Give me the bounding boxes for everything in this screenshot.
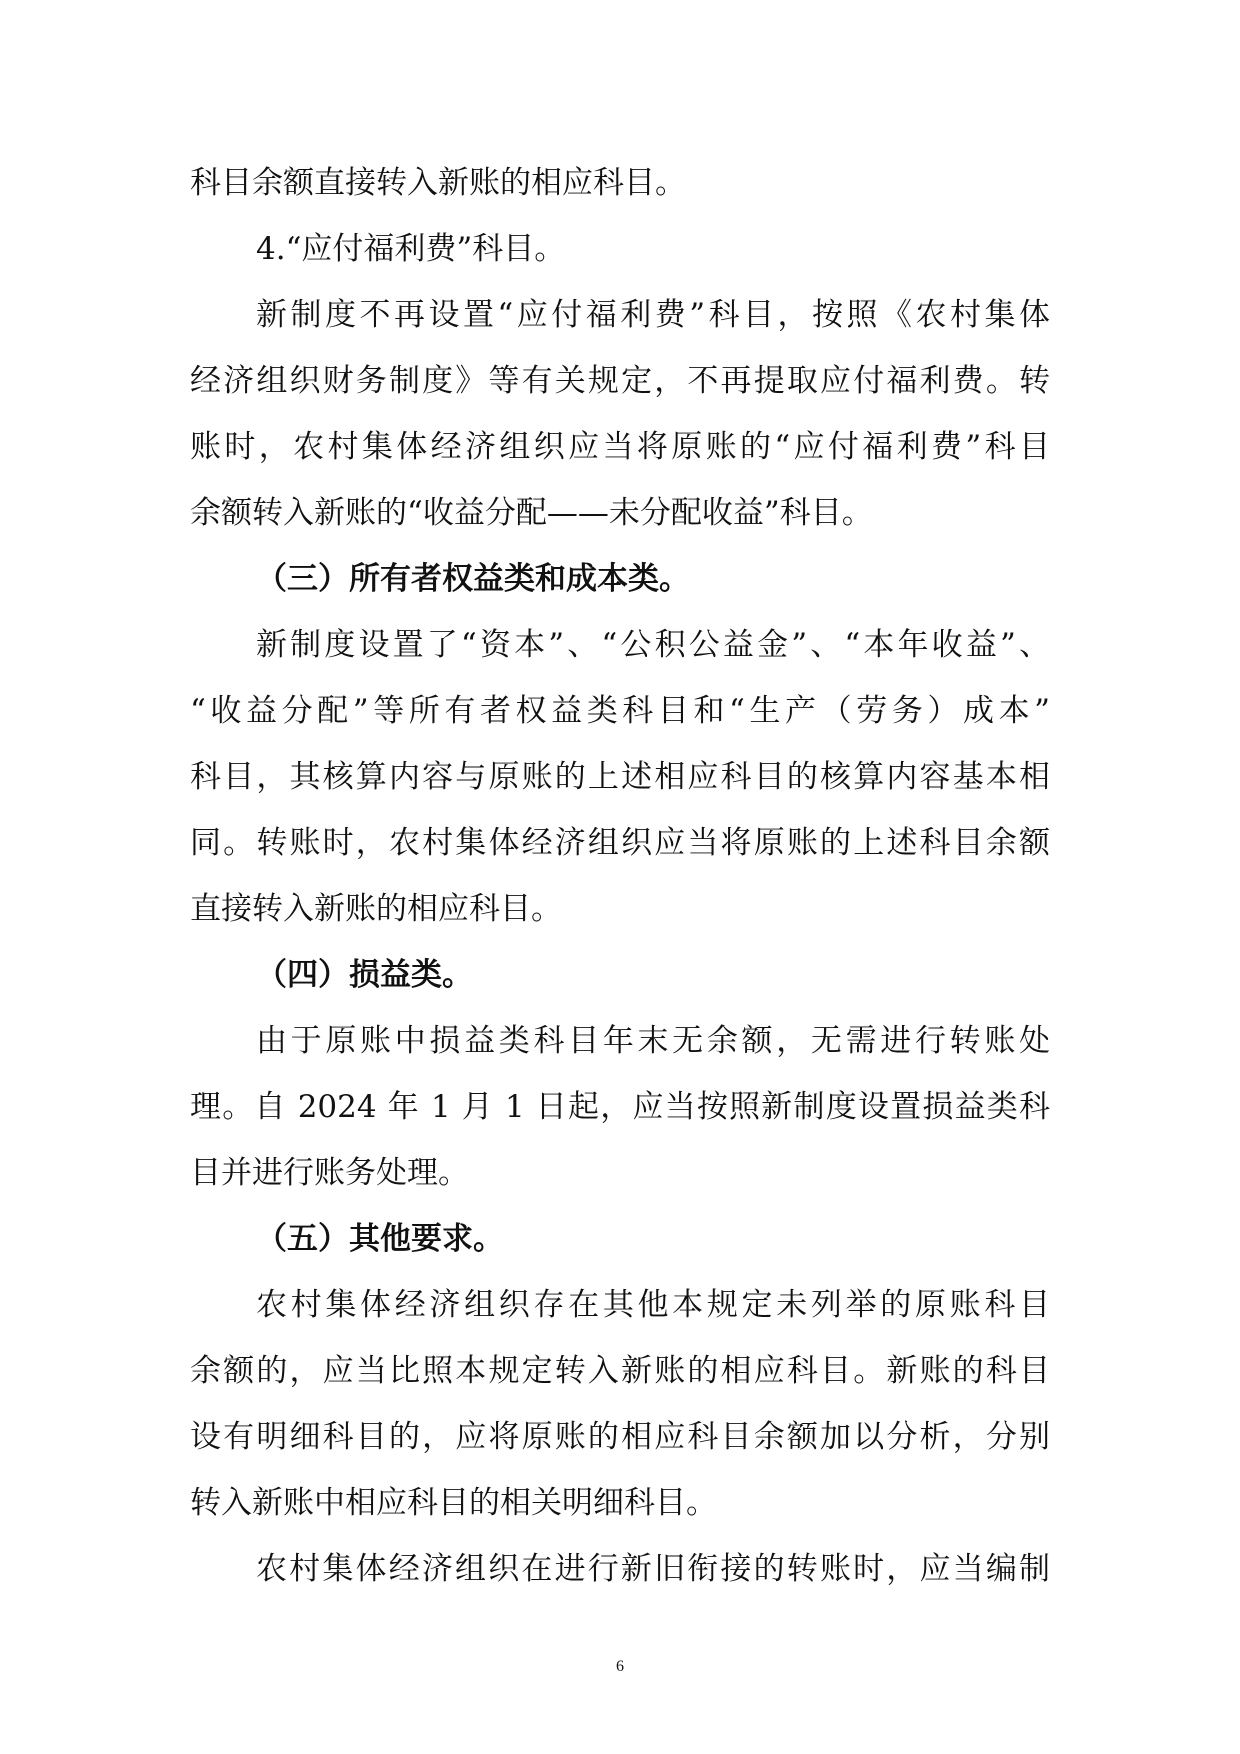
text-line: 直接转入新账的相应科目。 — [190, 891, 562, 927]
section-heading: （四）损益类。 — [256, 957, 473, 993]
text-line: 转入新账中相应科目的相关明细科目。 — [190, 1485, 717, 1521]
text-line: 农村集体经济组织存在其他本规定未列举的原账科目 — [256, 1287, 1050, 1323]
text-line: 科目，其核算内容与原账的上述相应科目的核算内容基本相 — [190, 759, 1050, 795]
text-line: 余额的，应当比照本规定转入新账的相应科目。新账的科目 — [190, 1353, 1050, 1389]
text-line: 目并进行账务处理。 — [190, 1155, 469, 1191]
text-line: 新制度不再设置“应付福利费”科目，按照《农村集体 — [256, 297, 1050, 333]
page-number: 6 — [616, 1658, 624, 1675]
text-line: 由于原账中损益类科目年末无余额，无需进行转账处 — [256, 1023, 1050, 1059]
text-line: 农村集体经济组织在进行新旧衔接的转账时，应当编制 — [256, 1551, 1050, 1587]
text-line: 4.“应付福利费”科目。 — [256, 231, 566, 267]
text-line: 同。转账时，农村集体经济组织应当将原账的上述科目余额 — [190, 825, 1050, 861]
section-heading: （五）其他要求。 — [256, 1221, 504, 1257]
text-line: 余额转入新账的“收益分配——未分配收益”科目。 — [190, 495, 873, 531]
text-line: “收益分配”等所有者权益类科目和“生产（劳务）成本” — [190, 693, 1050, 729]
section-heading: （三）所有者权益类和成本类。 — [256, 561, 690, 597]
text-line: 新制度设置了“资本”、“公积公益金”、“本年收益”、 — [256, 627, 1050, 663]
text-line: 科目余额直接转入新账的相应科目。 — [190, 165, 686, 201]
text-line: 设有明细科目的，应将原账的相应科目余额加以分析，分别 — [190, 1419, 1050, 1455]
body-text — [190, 150, 1050, 1602]
text-line: 经济组织财务制度》等有关规定，不再提取应付福利费。转 — [190, 363, 1050, 399]
text-line: 理。自 2024 年 1 月 1 日起，应当按照新制度设置损益类科 — [190, 1089, 1050, 1125]
text-line: 账时，农村集体经济组织应当将原账的“应付福利费”科目 — [190, 429, 1050, 465]
